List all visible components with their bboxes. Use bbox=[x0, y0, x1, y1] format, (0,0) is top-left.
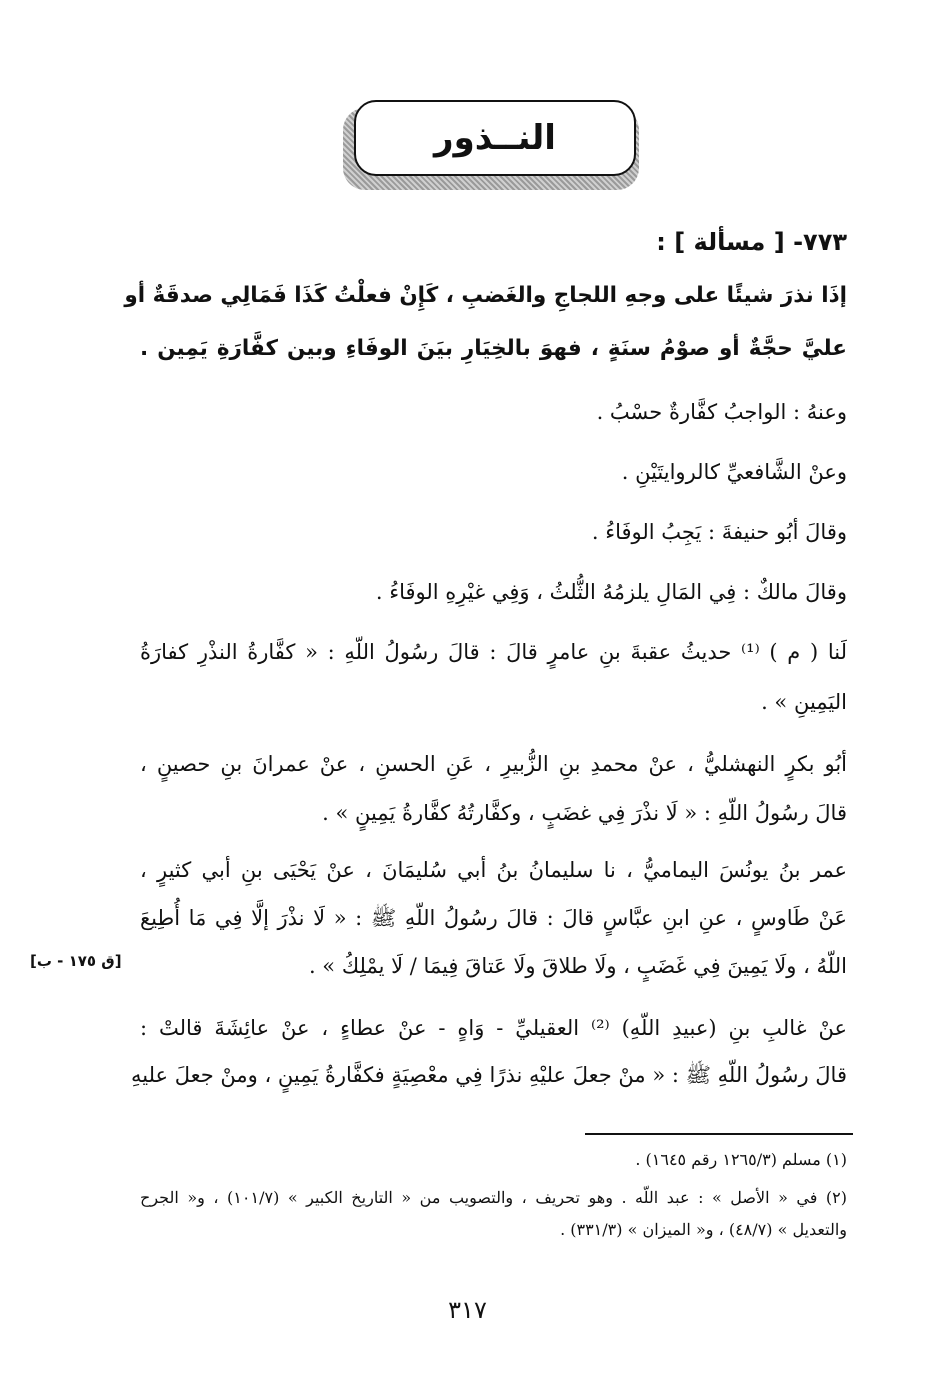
issue-heading: ٧٧٣- [ مسألة ] : bbox=[656, 228, 847, 256]
paragraph-line: وعنْ الشَّافعيِّ كالروايتَيْنِ . bbox=[621, 460, 847, 484]
hadith-line: اللّهُ ، ولَا يَمِينَ فِي غَضَبٍ ، ولَا طلاقَ ولَا عَتاقَ فِيمَا / لَا يمْلِكُ » . bbox=[308, 954, 847, 978]
page-number: ٣١٧ bbox=[448, 1296, 487, 1324]
hadith-line: أبُو بكرٍ النهشليُّ ، عنْ محمدِ بنِ الزُّبيرِ ، عَنِ الحسنِ ، عنْ عمرانَ بنِ حصينٍ ، bbox=[140, 752, 847, 776]
hadith-line: عمر بنُ يونُسَ اليماميُّ ، نا سليمانُ بنُ أبي سُليمَانَ ، عنْ يَحْيَى بنِ أبي كثيرٍ ، bbox=[140, 858, 847, 882]
footnote-1: (١) مسلم (١٢٦٥/٣ رقم ١٦٤٥) . bbox=[635, 1150, 847, 1169]
hadith-line: عَنْ طَاوسٍ ، عنِ ابنِ عبَّاسٍ قالَ : قالَ رسُولُ اللّهِ ﷺ : « لَا نذْرَ إلَّا فِي مَا أُطِيعَ bbox=[140, 906, 847, 930]
manuscript-folio-note: [ق ١٧٥ - ب] bbox=[30, 952, 122, 970]
paragraph-line: وعنهُ : الواجبُ كفَّارةٌ حسْبُ . bbox=[596, 400, 847, 424]
paragraph-line: وقالَ أبُو حنيفةَ : يَجِبُ الوفَاءُ . bbox=[591, 520, 847, 544]
footnote-2: (٢) في « الأصل » : عبد اللّه . وهو تحريف ، والتصويب من « التاريخ الكبير » (١٠١/٧) ، و« الجرح bbox=[140, 1188, 847, 1207]
hadith-line: قالَ رسُولُ اللّهِ ﷺ : « منْ جعلَ عليْهِ نذرًا فِي معْصِيَةٍ فكفَّارةُ يَمِينٍ ، ومنْ جعلَ عليهِ bbox=[130, 1063, 847, 1087]
hadith-line: اليَمِينِ » . bbox=[761, 690, 847, 714]
paragraph-line: وقالَ مالكٌ : فِي المَالِ يلزمُهُ الثُّلثُ ، وَفِي غيْرِهِ الوفَاءُ . bbox=[375, 580, 847, 604]
chapter-title-box bbox=[354, 100, 636, 176]
ruling-line-1: إذَا نذرَ شيئًا على وجهِ اللجاجِ والغَضبِ ، كَإِنْ فعلْتُ كَذَا فَمَالِي صدقَةٌ أو bbox=[124, 283, 847, 308]
footnote-2-continued: والتعديل » (٤٨/٧) ، و« الميزان » (٣٣١/٣) . bbox=[560, 1220, 847, 1239]
ruling-line-2: عليَّ حجَّةٌ أو صوْمُ سنَةٍ ، فهوَ بالخِيَارِ بيَنَ الوفَاءِ وبين كفَّارَةِ يَمِين . bbox=[140, 336, 847, 361]
hadith-line: قالَ رسُولُ اللّهِ : « لَا نذْرَ فِي غضَبٍ ، وكفَّارتُهُ كفَّارةُ يَمِينٍ » . bbox=[322, 801, 847, 825]
footnote-divider bbox=[585, 1133, 853, 1135]
hadith-line: لَنا ( م ) ⁽¹⁾ حديثُ عقبةَ بنِ عامرٍ قالَ : قالَ رسُولُ اللّهِ : « كفَّارةُ النذْرِ كفارَةُ bbox=[140, 640, 847, 664]
chapter-title: النــذور bbox=[434, 118, 556, 158]
hadith-line: عنْ غالبِ بنِ (عبيدِ اللّهِ) ⁽²⁾ العقيليِّ - وَاهٍ - عنْ عطاءٍ ، عنْ عائِشَةَ قالتْ : bbox=[140, 1016, 847, 1040]
